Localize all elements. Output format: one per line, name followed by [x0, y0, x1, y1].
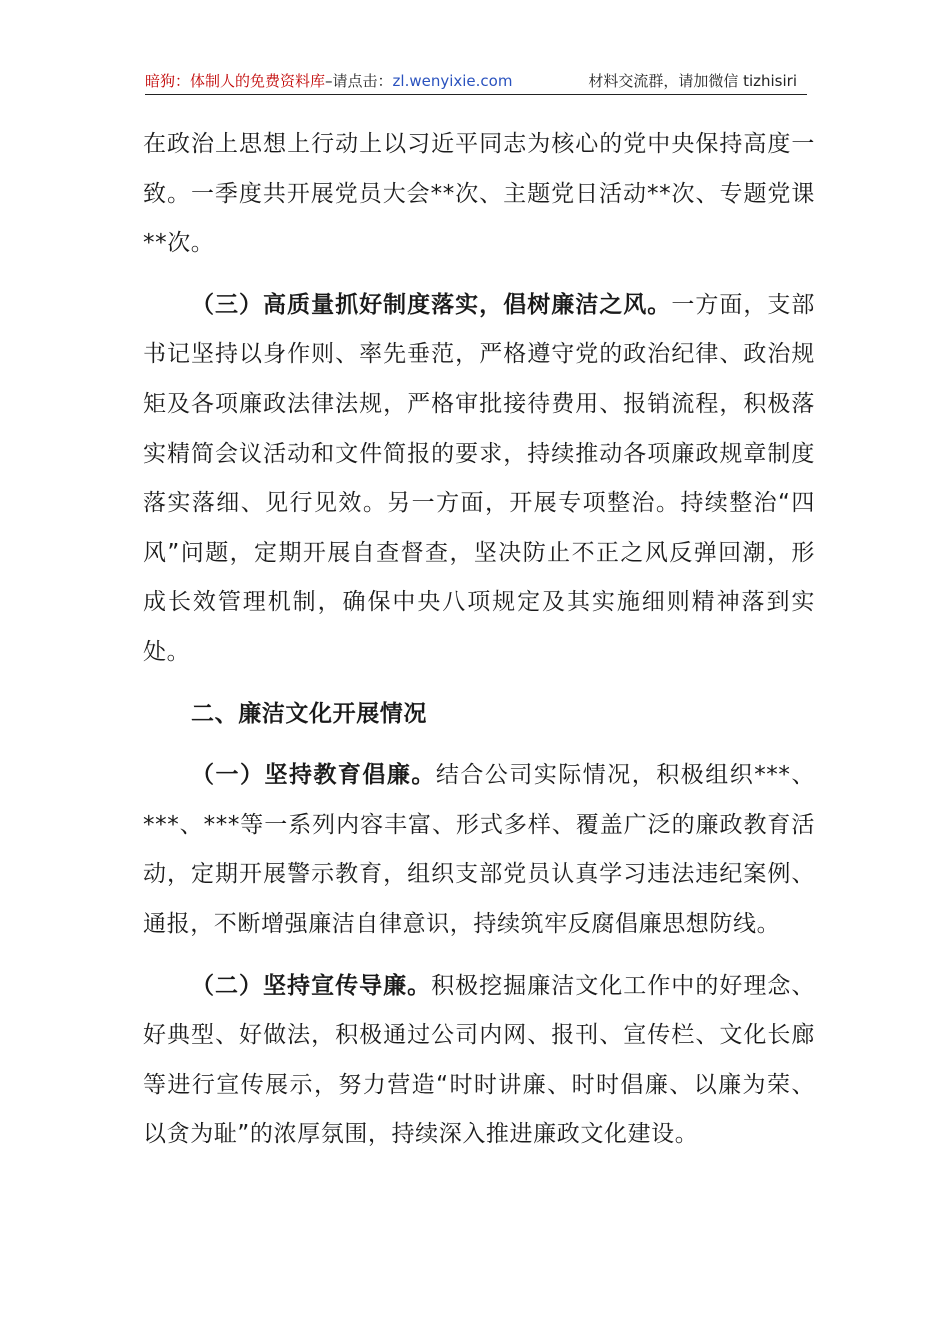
paragraph-heading: （三）高质量抓好制度落实，倡树廉洁之风。 [191, 291, 672, 318]
paragraph-continuation: 在政治上思想上行动上以习近平同志为核心的党中央保持高度一致。一季度共开展党员大会**次、主题党日活动**次、专题党课**次。 [143, 131, 815, 257]
paragraph-education [143, 751, 815, 949]
page-header [145, 70, 807, 95]
wechat-note: 材料交流群，请加微信 tizhisiri [588, 72, 797, 90]
paragraph-text: 结合公司实际情况，积极组织***、***、***等一系列内容丰富、形式多样、覆盖广泛的廉政教育活动，定期开展警示教育，组织支部党员认真学习违法违纪案例、通报，不断增强廉洁自律意识，持续筑牢反腐倡廉思想防线。 [143, 762, 815, 937]
paragraph-text: 一方面，支部书记坚持以身作则、率先垂范，严格遵守党的政治纪律、政治规矩及各项廉政法律法规，严格审批接待费用、报销流程，积极落实精简会议活动和文件简报的要求，持续推动各项廉政规章制度落实落细、见行见效。另一方面，开展专项整治。持续整治“四风”问题，定期开展自查督查，坚决防止不正之风反弹回潮，形成长效管理机制，确保中央八项规定及其实施细则精神落到实处。 [143, 291, 815, 665]
click-prefix: –请点击： [325, 72, 393, 90]
site-link[interactable]: zl.wenyixie.com [392, 72, 513, 90]
section-heading: 二、廉洁文化开展情况 [191, 700, 427, 727]
site-name: 暗狗：体制人的免费资料库 [145, 72, 326, 90]
paragraph-publicity [143, 962, 815, 1160]
paragraph-text: 积极挖掘廉洁文化工作中的好理念、好典型、好做法，积极通过公司内网、报刊、宣传栏、文化长廊等进行宣传展示，努力营造“时时讲廉、时时倡廉、以廉为荣、以贪为耻”的浓厚氛围，持续深入推进廉政文化建设。 [143, 972, 815, 1148]
paragraph-institution [143, 281, 815, 678]
paragraph-heading: （二）坚持宣传导廉。 [191, 972, 432, 999]
paragraph-heading: （一）坚持教育倡廉。 [191, 762, 436, 789]
document-body [143, 120, 815, 1160]
